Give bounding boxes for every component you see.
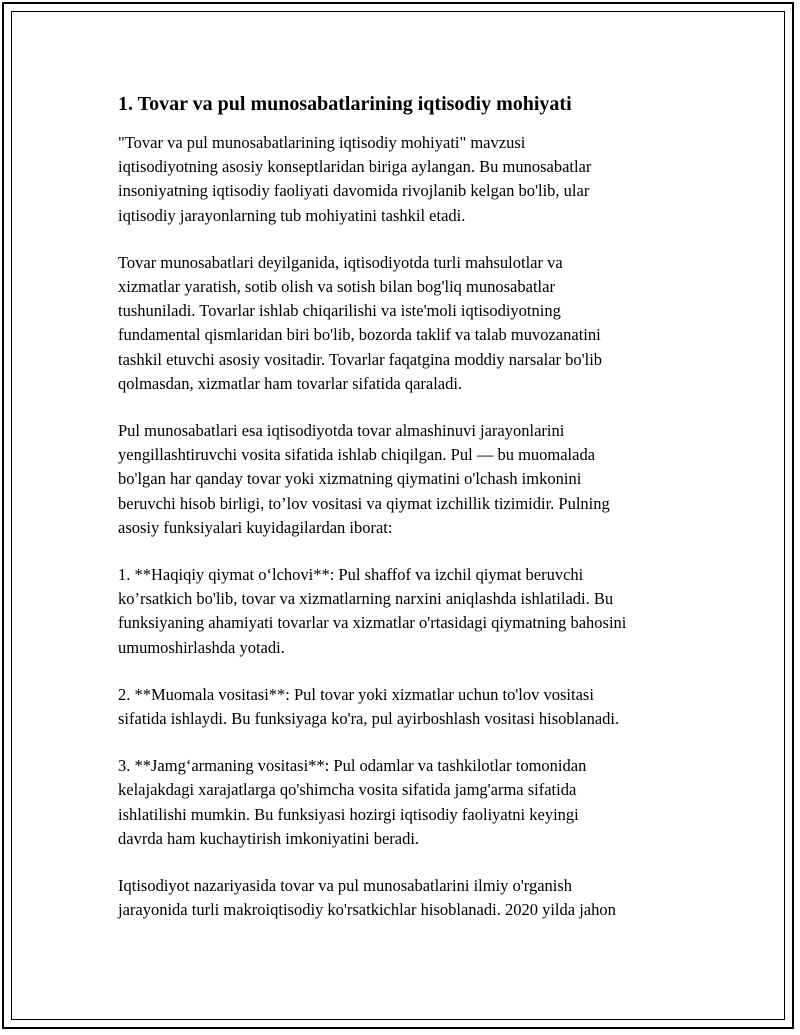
- text-line: yengillashtiruvchi vosita sifatida ishlab chiqilgan. Pul — bu muomalada: [118, 445, 596, 465]
- text-line: davrda ham kuchaytirish imkoniyatini beradi.: [118, 828, 420, 848]
- text-line: ko’rsatkich bo'lib, tovar va xizmatlarning narxini aniqlashda ishlatiladi. Bu: [118, 589, 614, 609]
- text-line: fundamental qismlaridan biri bo'lib, bozorda taklif va talab muvozanatini: [118, 325, 601, 345]
- text-line: jarayonida turli makroiqtisodiy ko'rsatkichlar hisoblanadi. 2020 yilda jahon: [118, 900, 616, 920]
- list-item-1: [118, 563, 698, 660]
- paragraph-nazariya: [118, 874, 698, 922]
- text-line: iqtisodiyotning asosiy konseptlaridan biriga aylangan. Bu munosabatlar: [118, 157, 592, 177]
- text-line: kelajakdagi xarajatlarga qo'shimcha vosita sifatida jamg'arma sifatida: [118, 780, 577, 800]
- text-line: xizmatlar yaratish, sotib olish va sotish bilan bog'liq munosabatlar: [118, 277, 555, 297]
- paragraph-pul: [118, 419, 698, 540]
- text-line: sifatida ishlaydi. Bu funksiyaga ko'ra, pul ayirboshlash vositasi hisoblanadi.: [118, 709, 620, 729]
- paragraph-tovar: [118, 251, 698, 396]
- text-line: umumoshirlashda yotadi.: [118, 637, 285, 657]
- list-item-3: [118, 754, 698, 851]
- text-line: bo'lgan har qanday tovar yoki xizmatning qiymatini o'lchash imkonini: [118, 469, 582, 489]
- text-line: 2. **Muomala vositasi**: Pul tovar yoki xizmatlar uchun to'lov vositasi: [118, 684, 594, 704]
- text-line: Iqtisodiyot nazariyasida tovar va pul munosabatlarini ilmiy o'rganish: [118, 876, 573, 896]
- text-line: tashkil etuvchi asosiy vositadir. Tovarlar faqatgina moddiy narsalar bo'lib: [118, 349, 603, 369]
- text-line: funksiyaning ahamiyati tovarlar va xizmatlar o'rtasidagi qiymatning bahosini: [118, 613, 627, 633]
- document-body: [118, 90, 698, 945]
- list-item-2: [118, 683, 698, 731]
- text-line: beruvchi hisob birligi, to’lov vositasi va qiymat izchillik tizimidir. Pulning: [118, 493, 610, 513]
- text-line: Pul munosabatlari esa iqtisodiyotda tovar almashinuvi jarayonlarini: [118, 421, 565, 441]
- text-line: Tovar munosabatlari deyilganida, iqtisodiyotda turli mahsulotlar va: [118, 252, 563, 272]
- text-line: insoniyatning iqtisodiy faoliyati davomida rivojlanib kelgan bo'lib, ular: [118, 181, 590, 201]
- text-line: asosiy funksiyalari kuyidagilardan iborat:: [118, 517, 393, 537]
- text-line: 3. **Jamg‘armaning vositasi**: Pul odamlar va tashkilotlar tomonidan: [118, 756, 587, 776]
- text-line: qolmasdan, xizmatlar ham tovarlar sifatida qaraladi.: [118, 373, 463, 393]
- paragraph-intro: [118, 131, 698, 228]
- text-line: ishlatilishi mumkin. Bu funksiyasi hozirgi iqtisodiy faoliyatni keyingi: [118, 804, 579, 824]
- text-line: 1. **Haqiqiy qiymat o‘lchovi**: Pul shaffof va izchil qiymat beruvchi: [118, 565, 584, 585]
- text-line: "Tovar va pul munosabatlarining iqtisodiy mohiyati" mavzusi: [118, 133, 526, 152]
- document-title: 1. Tovar va pul munosabatlarining iqtisodiy mohiyati: [118, 93, 572, 115]
- text-line: iqtisodiy jarayonlarning tub mohiyatini tashkil etadi.: [118, 205, 466, 225]
- text-line: tushuniladi. Tovarlar ishlab chiqarilishi va iste'moli iqtisodiyotning: [118, 301, 561, 321]
